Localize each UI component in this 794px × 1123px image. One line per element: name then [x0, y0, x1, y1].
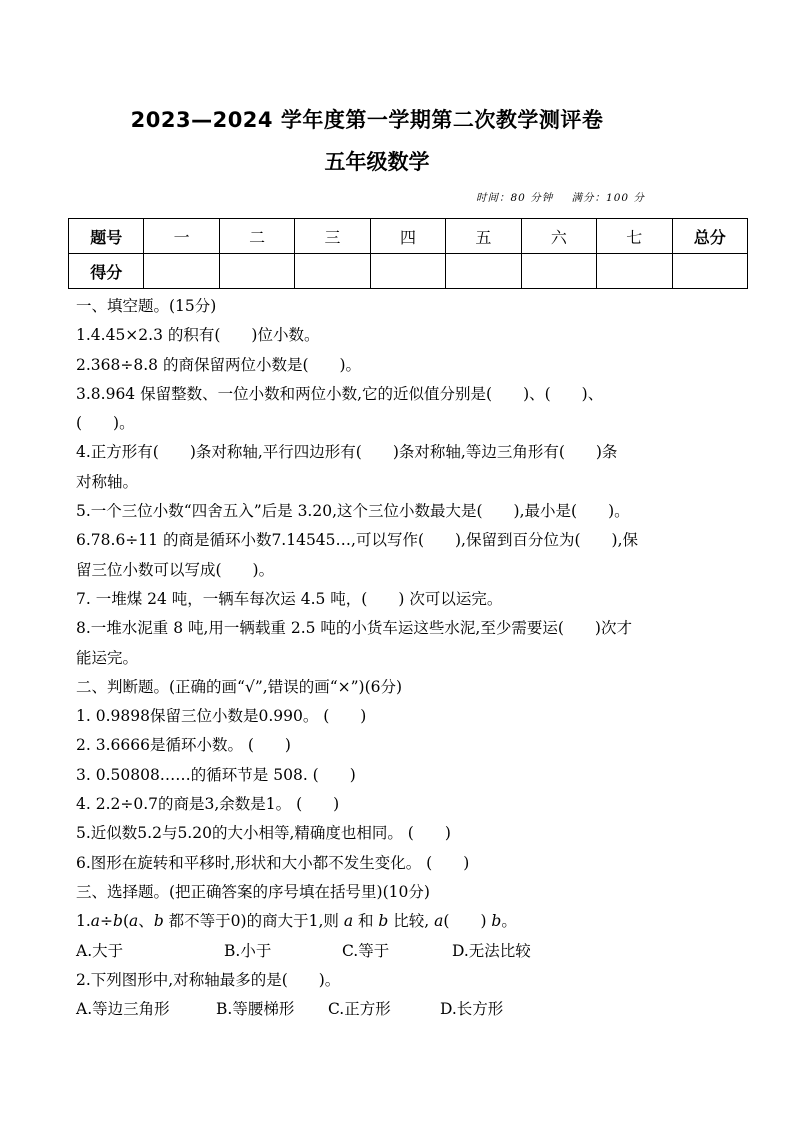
- score-cell-5[interactable]: [446, 254, 521, 289]
- s3q1-part: ÷: [100, 912, 114, 931]
- exam-title: 2023—2024 学年度第一学期第二次教学测评卷: [130, 108, 604, 132]
- var-b: b: [113, 912, 123, 931]
- score-col-4: 四: [370, 219, 445, 254]
- score-col-label: 题号: [69, 219, 144, 254]
- section1-heading: 一、填空题。(15分): [76, 297, 217, 315]
- s1-question-3-cont: ( )。: [76, 414, 135, 433]
- score-cell-total[interactable]: [672, 254, 748, 289]
- score-col-7: 七: [597, 219, 672, 254]
- s3-question-2: 2.下列图形中,对称轴最多的是( )。: [76, 970, 341, 989]
- var-a: a: [343, 912, 354, 931]
- s2-question-3: 3. 0.50808……的循环节是 508. ( ): [76, 765, 356, 784]
- s2-question-5: 5.近似数5.2与5.20的大小相等,精确度也相同。 ( ): [76, 824, 451, 843]
- score-cell-1[interactable]: [144, 254, 219, 289]
- var-a: a: [434, 912, 444, 931]
- s3q1-part: 都不等于0)的商大于1,则: [163, 912, 344, 931]
- var-a: a: [90, 912, 101, 931]
- var-b: b: [491, 912, 502, 931]
- s1-question-5: 5.一个三位小数“四舍五入”后是 3.20,这个三位小数最大是( ),最小是( )。: [76, 502, 630, 521]
- exam-full-score: 满分：100 分: [571, 192, 645, 204]
- score-cell-3[interactable]: [295, 254, 370, 289]
- s3-question-1-options: [76, 937, 776, 966]
- s2-question-6: 6.图形在旋转和平移时,形状和大小都不发生变化。 ( ): [76, 853, 470, 872]
- exam-meta: [476, 190, 659, 205]
- s3q1-part: 1.: [76, 912, 91, 931]
- exam-time: 时间：80 分钟: [476, 192, 554, 204]
- s1-question-8: 8.一堆水泥重 8 吨,用一辆载重 2.5 吨的小货车运这些水泥,至少需要运( )次才: [76, 619, 632, 638]
- score-col-1: 一: [144, 219, 219, 254]
- s1-question-1: 1.4.45×2.3 的积有( )位小数。: [76, 326, 320, 345]
- var-a: a: [129, 912, 139, 931]
- s1-question-6-cont: 留三位小数可以写成( )。: [76, 560, 275, 579]
- s1-question-2: 2.368÷8.8 的商保留两位小数是( )。: [76, 355, 362, 374]
- score-cell-6[interactable]: [521, 254, 596, 289]
- s3q1-part: 和: [353, 912, 379, 931]
- score-row-label: 得分: [69, 254, 144, 289]
- s2-question-4: 4. 2.2÷0.7的商是3,余数是1。 ( ): [76, 795, 340, 814]
- score-col-6: 六: [521, 219, 596, 254]
- s1-question-4: 4.正方形有( )条对称轴,平行四边形有( )条对称轴,等边三角形有( )条: [76, 443, 618, 462]
- s3q1-part: ( ): [443, 912, 492, 931]
- s3q1-part: (: [122, 912, 130, 931]
- option-c: C.正方形: [328, 1000, 391, 1019]
- s2-question-2: 2. 3.6666是循环小数。 ( ): [76, 736, 291, 755]
- score-col-3: 三: [295, 219, 370, 254]
- s3-question-1: [76, 907, 776, 936]
- score-cell-4[interactable]: [370, 254, 445, 289]
- s1-question-6: 6.78.6÷11 的商是循环小数7.14545…,可以写作( ),保留到百分位为( ),保: [76, 531, 639, 550]
- score-col-2: 二: [219, 219, 294, 254]
- s3q1-part: 、: [138, 912, 154, 931]
- score-table: [68, 218, 748, 289]
- section2-heading: 二、判断题。(正确的画“√”,错误的画“×”)(6分): [76, 677, 403, 696]
- score-table-header-row: [69, 219, 748, 254]
- s3-question-2-options: [76, 995, 776, 1024]
- s3q1-part: 比较,: [388, 912, 435, 931]
- s1-question-7: 7. 一堆煤 24 吨，一辆车每次运 4.5 吨，( ) 次可以运完。: [76, 589, 503, 608]
- s1-question-3: 3.8.964 保留整数、一位小数和两位小数,它的近似值分别是( )、( )、: [76, 384, 604, 403]
- option-d: D.无法比较: [452, 941, 531, 960]
- option-b: B.等腰梯形: [216, 1000, 295, 1019]
- option-b: B.小于: [224, 941, 272, 960]
- var-b: b: [378, 912, 389, 931]
- s2-question-1: 1. 0.9898保留三位小数是0.990。 ( ): [76, 707, 367, 726]
- score-cell-2[interactable]: [219, 254, 294, 289]
- exam-subtitle: 五年级数学: [324, 150, 430, 174]
- score-cell-7[interactable]: [597, 254, 672, 289]
- score-col-total: 总分: [672, 219, 748, 254]
- option-d: D.长方形: [440, 1000, 504, 1019]
- score-table-score-row: [69, 254, 748, 289]
- s1-question-4-cont: 对称轴。: [76, 472, 139, 491]
- exam-content: [76, 292, 776, 1024]
- s1-question-8-cont: 能运完。: [76, 648, 139, 667]
- var-b: b: [153, 912, 164, 931]
- score-col-5: 五: [446, 219, 521, 254]
- option-a: A.大于: [76, 941, 124, 960]
- option-a: A.等边三角形: [76, 1000, 170, 1019]
- option-c: C.等于: [342, 941, 390, 960]
- section3-heading: 三、选择题。(把正确答案的序号填在括号里)(10分): [76, 882, 430, 901]
- s3q1-part: 。: [501, 912, 517, 931]
